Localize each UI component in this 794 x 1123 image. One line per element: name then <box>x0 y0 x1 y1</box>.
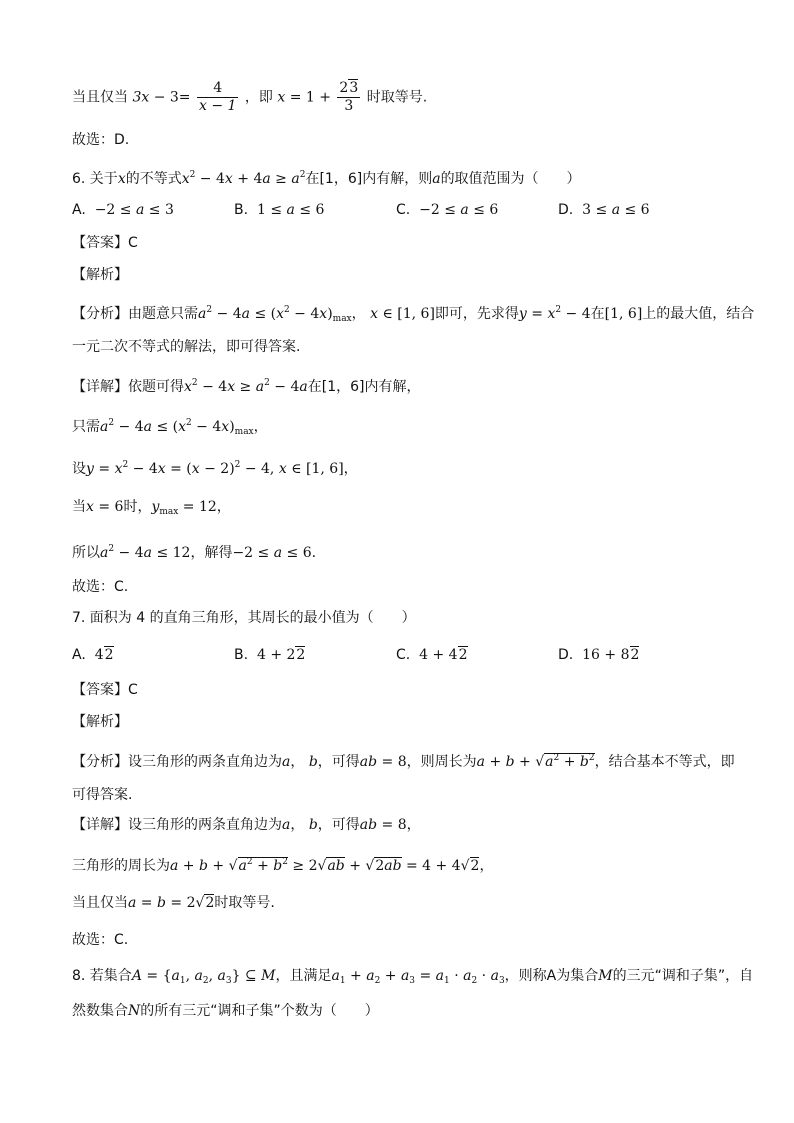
question-6: 6. 关于x的不等式$x^2 - 4x + 4a \ge a^2$在[1，6]内有解，则a的取值范围为（ ） <box>72 170 581 187</box>
jiexi-7: 【解析】 <box>72 714 128 730</box>
option-a: A. 42 <box>72 647 114 663</box>
text: 当 <box>72 499 86 515</box>
detail-6-let: 设$y = x^2 - 4x = (x - 2)^2 - 4$, x ∈ [1, 6]， <box>72 460 358 477</box>
tag: 【详解】 <box>72 379 128 395</box>
text: 当且仅当 <box>72 89 128 106</box>
text: 即可，先求得 <box>434 306 519 322</box>
detail-6-when: 当x = 6时，$y_{max} = 12$， <box>72 499 231 517</box>
text: 6. 关于 <box>72 171 118 187</box>
question-8-cont: 然数集合N的所有三元“调和子集”个数为（ ） <box>72 1003 379 1019</box>
option-d: D. 16 + 82 <box>558 647 640 663</box>
text: 设三角形的两条直角边为 <box>128 754 282 770</box>
math: 3x <box>132 89 150 106</box>
tag: 【分析】 <box>72 306 128 322</box>
text: 设 <box>72 461 86 477</box>
text: 上的最大值，结合 <box>642 306 755 322</box>
text: 当且仅当 <box>72 895 128 911</box>
text: 然数集合 <box>72 1003 128 1019</box>
text: ，则称A为集合 <box>504 968 599 984</box>
text: ，即 <box>244 89 273 106</box>
text: 设三角形的两条直角边为 <box>128 817 282 833</box>
pick-6: 故选：C. <box>72 579 129 595</box>
analysis-7: 【分析】设三角形的两条直角边为a， b，可得ab = 8，则周长为$a + b + √a^2 + b^2$，结合基本不等式，即 <box>72 753 735 770</box>
text: 时取等号. <box>366 89 428 106</box>
question-7: 7. 面积为 4 的直角三角形，其周长的最小值为（ ） <box>72 610 416 626</box>
text: ，可得 <box>317 754 360 770</box>
text: 时取等号. <box>214 895 275 911</box>
analysis-7-cont: 可得答案. <box>72 787 133 803</box>
option-c: C. 4 + 42 <box>396 647 468 663</box>
text: 8. 若集合 <box>72 968 132 984</box>
detail-7-perimeter: 三角形的周长为$a + b + √a^2 + b^2 \ge 2√ab + √2ab = 4 + 4√2$， <box>72 857 494 874</box>
text: 依题可得 <box>128 379 184 395</box>
text: A. <box>72 202 86 218</box>
text: 的三元“调和子集”，自 <box>612 968 754 984</box>
detail-6: 【详解】依题可得$x^2 - 4x \ge a^2 - 4a$在[1，6]内有解， <box>72 378 421 395</box>
text: 由题意只需 <box>128 306 198 322</box>
tag: 【详解】 <box>72 817 128 833</box>
option-d: D. 3 ≤ a ≤ 6 <box>558 202 650 218</box>
detail-7: 【详解】设三角形的两条直角边为a， b，可得ab = 8， <box>72 817 421 833</box>
option-a: A. −2 ≤ a ≤ 3 <box>72 202 174 218</box>
equality-condition-line: 当且仅当 3x − 3= $\frac{4}{x - 1}$ ，即 x = 1 + $\frac{23}{3}$ 时取等号. <box>72 80 428 114</box>
fraction: $\frac{4}{x - 1}$ <box>199 80 237 114</box>
detail-6-so: 所以$a^2 - 4a \le 12$，解得−2 ≤ a ≤ 6. <box>72 544 317 561</box>
analysis-6: 【分析】由题意只需$a^2 - 4a \le (x^2 - 4x)_{max}$， x ∈ [1, 6]即可，先求得$y = x^2 - 4$在[1, 6]上的最大值，结合 <box>72 305 755 324</box>
text: 的所有三元“调和子集”个数为（ ） <box>140 1003 379 1019</box>
text: 只需 <box>72 419 100 435</box>
answer-value: C <box>128 235 138 251</box>
text: D. <box>558 647 574 663</box>
option-b: B. 4 + 22 <box>234 647 306 663</box>
math: x <box>277 89 286 106</box>
analysis-6-cont: 一元二次不等式的解法，即可得答案. <box>72 339 301 355</box>
text: A. <box>72 647 86 663</box>
text: ，且满足 <box>275 968 332 984</box>
detail-7-equality: 当且仅当a = b = 2√2时取等号. <box>72 895 275 911</box>
choice-d-line: 故选：D. <box>72 132 130 148</box>
text: C. <box>396 647 411 663</box>
text: 在[1，6]内有解，则 <box>305 171 433 187</box>
pick-7: 故选：C. <box>72 932 129 948</box>
tag: 【答案】 <box>72 682 128 698</box>
text: B. <box>234 202 249 218</box>
text: B. <box>234 647 249 663</box>
text: D. <box>558 202 574 218</box>
text: 时， <box>123 499 152 515</box>
option-c: C. −2 ≤ a ≤ 6 <box>396 202 499 218</box>
jiexi-6: 【解析】 <box>72 267 128 283</box>
tag: 【答案】 <box>72 235 128 251</box>
text: 的不等式 <box>125 171 182 187</box>
detail-6-need: 只需$a^2 - 4a \le (x^2 - 4x)_{max}$， <box>72 418 268 437</box>
text: 在 <box>590 306 605 322</box>
option-b: B. 1 ≤ a ≤ 6 <box>234 202 325 218</box>
answer-value: C <box>128 682 138 698</box>
text: C. <box>396 202 411 218</box>
answer-7 <box>72 680 138 700</box>
fraction: $\frac{23}{3}$ <box>339 80 359 114</box>
text: ，可得 <box>317 817 360 833</box>
text: ，解得 <box>190 545 233 561</box>
text: 三角形的周长为 <box>72 858 170 874</box>
question-8: 8. 若集合$A = \{a_1$, $a_2$, $a_3$} ⊆ M，且满足$a_1 + a_2 + a_3 = a_1 \cdot a_2 \cdot a_3$，则称A为集合M的三元“调和子集”，自 <box>72 968 754 986</box>
text: 的取值范围为（ ） <box>440 171 581 187</box>
answer-6 <box>72 233 138 253</box>
text: ，结合基本不等式，即 <box>594 754 735 770</box>
tag: 【分析】 <box>72 754 128 770</box>
text: 在[1，6]内有解， <box>307 379 421 395</box>
text: 所以 <box>72 545 100 561</box>
text: ，则周长为 <box>406 754 477 770</box>
